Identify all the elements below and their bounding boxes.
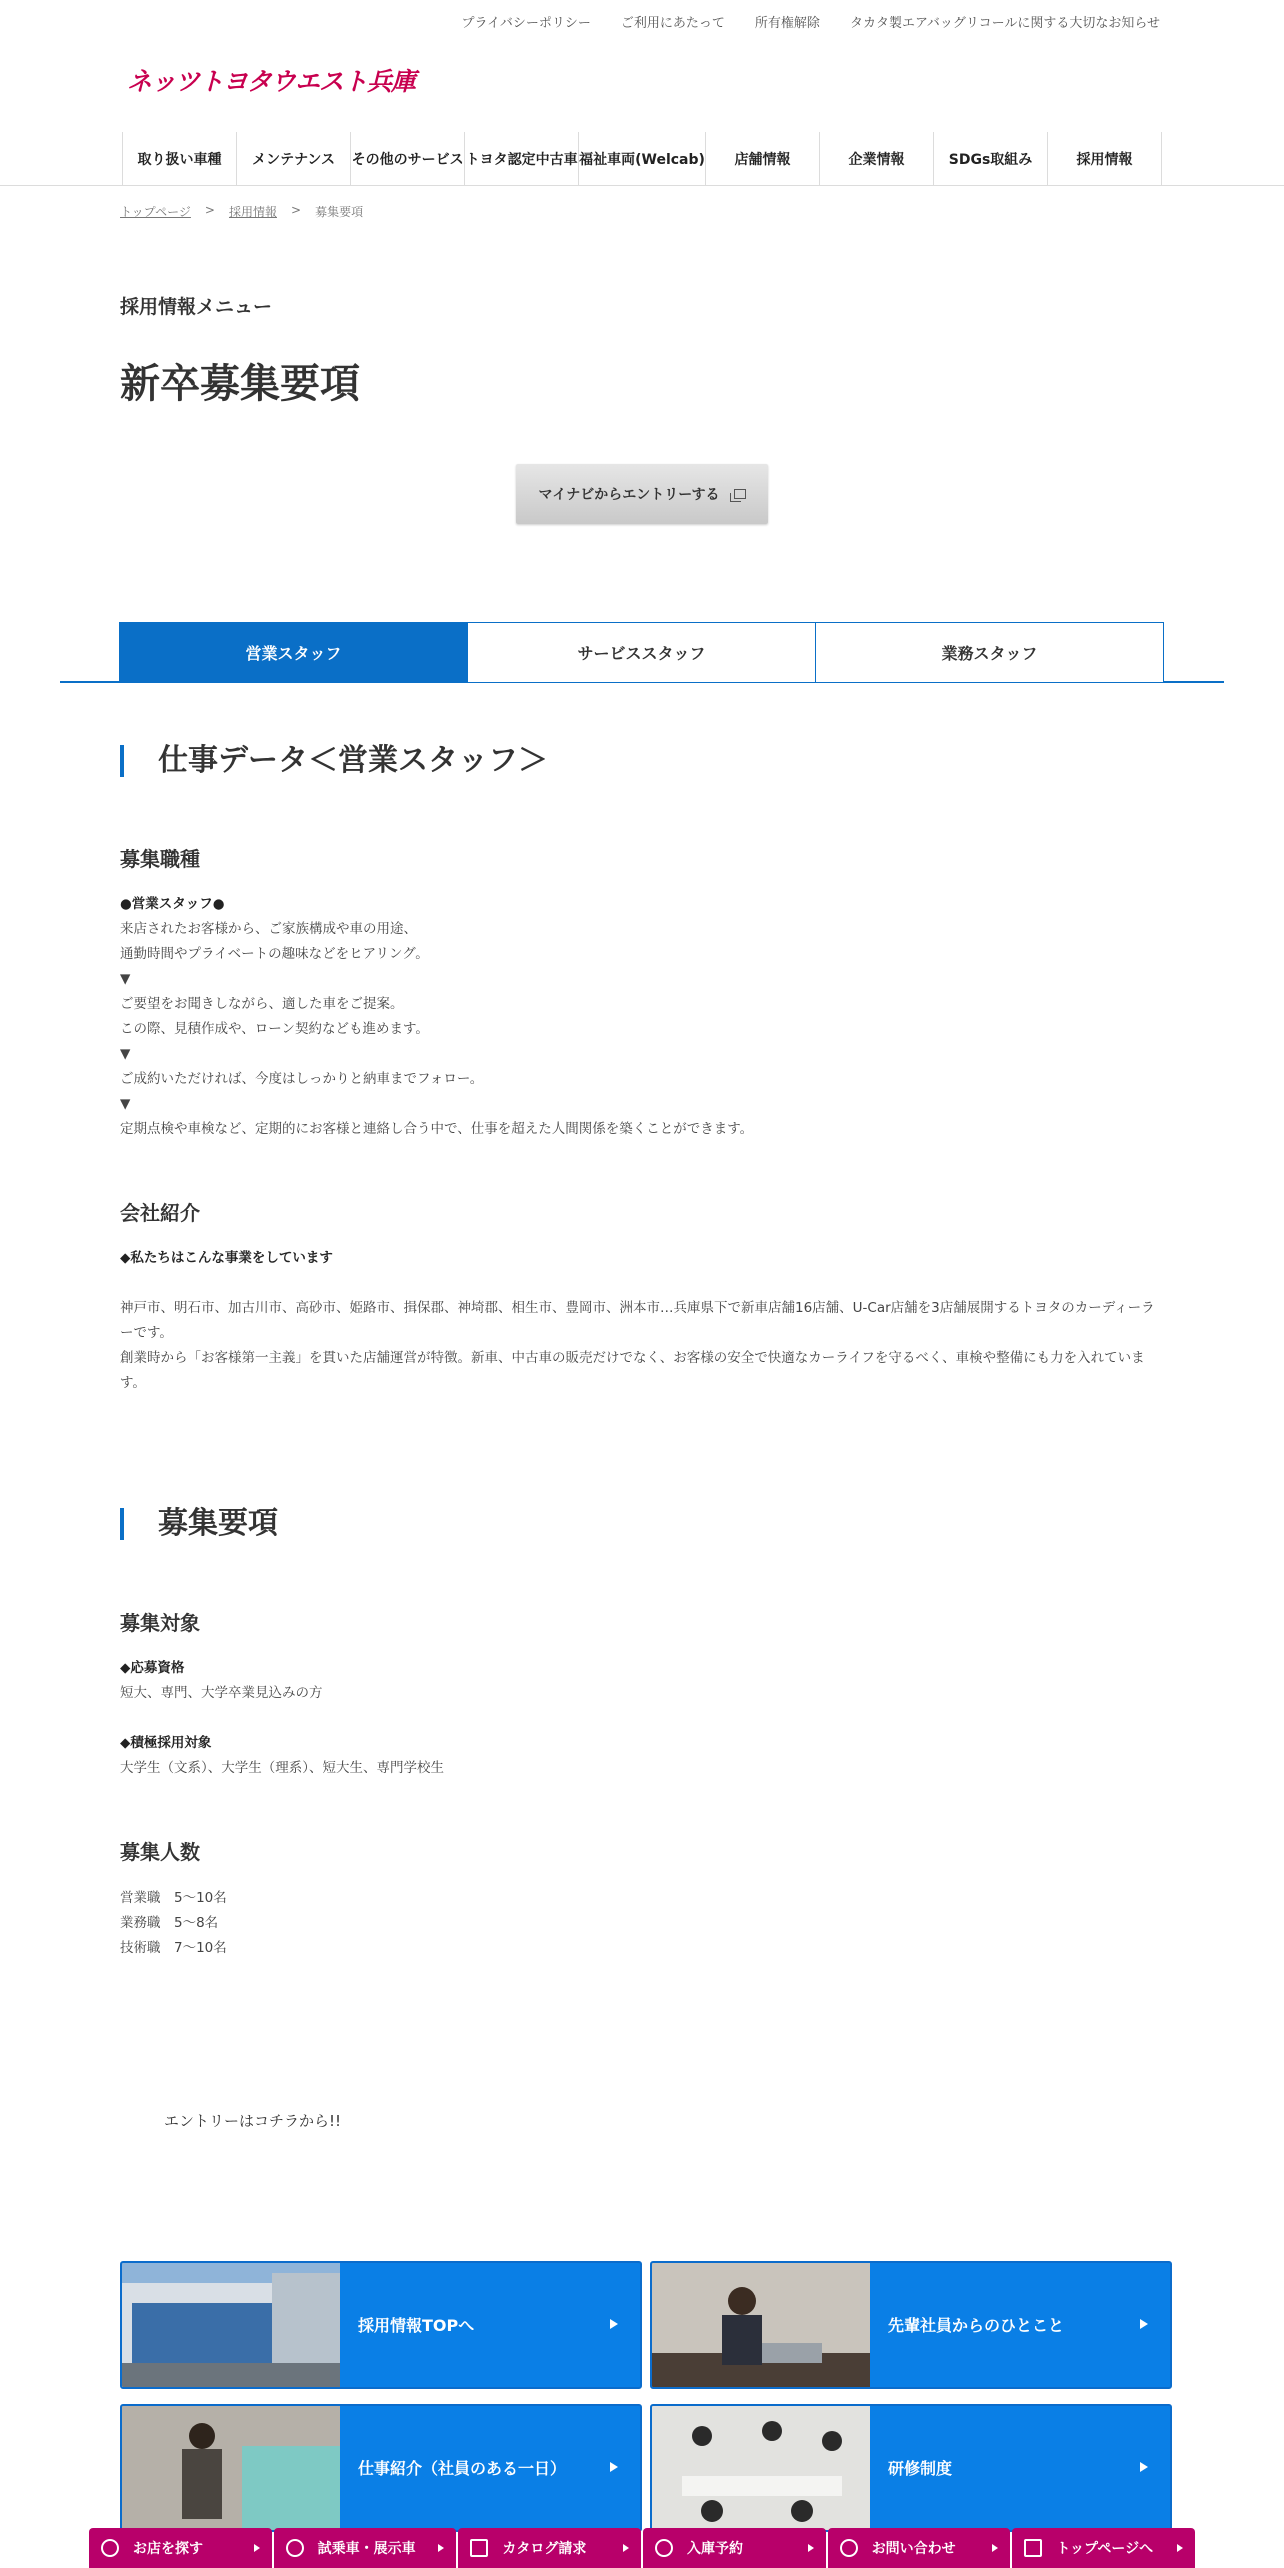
utility-links	[462, 12, 1160, 31]
site-logo[interactable]: ネッツトヨタウエスト兵庫	[127, 67, 416, 96]
arrow-right-icon	[1177, 2544, 1183, 2552]
job-type-bold: ●営業スタッフ●	[120, 896, 225, 912]
person-icon	[840, 2539, 858, 2557]
arrow-right-icon	[808, 2544, 814, 2552]
car-service-icon	[655, 2539, 673, 2557]
tab-office-staff[interactable]: 業務スタッフ	[815, 622, 1164, 682]
arrow-right-icon	[1140, 2319, 1148, 2329]
card-recruit-top[interactable]	[120, 2261, 642, 2389]
nav-item-stores[interactable]: 店舗情報	[705, 132, 819, 185]
job-type-line: ご成約いただければ、今度はしっかりと納車までフォロー。	[120, 1071, 484, 1087]
card-job-intro[interactable]	[120, 2404, 642, 2532]
count-item: 営業職 5～10名	[120, 1890, 227, 1906]
target-text	[120, 1656, 1164, 1781]
tab-sales-staff[interactable]: 営業スタッフ	[119, 622, 468, 682]
qualification-text: 短大、専門、大学卒業見込みの方	[120, 1685, 323, 1701]
nav-item-company[interactable]: 企業情報	[819, 132, 933, 185]
arrow-right-icon	[254, 2544, 260, 2552]
breadcrumb-separator: >	[291, 203, 302, 217]
nav-item-maintenance[interactable]: メンテナンス	[236, 132, 350, 185]
bottom-bar-label: お店を探す	[133, 2541, 203, 2557]
company-intro-heading: 会社紹介	[120, 1201, 200, 1225]
job-type-line: ▼	[120, 971, 131, 987]
nav-item-other-services[interactable]: その他のサービス	[350, 132, 464, 185]
nav-item-used-cars[interactable]: トヨタ認定中古車	[464, 132, 578, 185]
test-drive-button[interactable]	[274, 2528, 457, 2568]
terms-link[interactable]: ご利用にあたって	[620, 16, 725, 31]
catalog-icon	[470, 2539, 488, 2557]
count-item: 技術職 7～10名	[120, 1940, 227, 1956]
card-training[interactable]	[650, 2404, 1172, 2532]
job-type-line: 定期点検や車検など、定期的にお客様と連絡し合う中で、仕事を超えた人間関係を築くことができます。	[120, 1121, 754, 1137]
requirements-heading: 募集要項	[120, 1508, 278, 1540]
card-label: 仕事紹介（社員のある一日）	[358, 2459, 567, 2478]
home-icon	[1024, 2539, 1042, 2557]
service-reservation-button[interactable]	[643, 2528, 826, 2568]
card-label: 先輩社員からのひとこと	[888, 2316, 1065, 2335]
menu-label: 採用情報メニュー	[120, 296, 273, 318]
count-heading: 募集人数	[120, 1840, 200, 1864]
qualification-bold: ◆応募資格	[120, 1660, 185, 1676]
count-list	[120, 1886, 1164, 1961]
job-tabs	[120, 622, 1164, 682]
tab-service-staff[interactable]: サービススタッフ	[467, 622, 816, 682]
ownership-release-link[interactable]: 所有権解除	[754, 16, 820, 31]
staff-photo	[652, 2263, 870, 2387]
store-photo	[122, 2263, 340, 2387]
card-label: 採用情報TOPへ	[358, 2316, 475, 2335]
job-data-heading: 仕事データ＜営業スタッフ＞	[120, 745, 548, 777]
company-intro-text	[120, 1246, 1164, 1396]
job-type-line: 通勤時間やプライベートの趣味などをヒアリング。	[120, 946, 429, 962]
mynavi-entry-button[interactable]	[516, 464, 768, 524]
privacy-policy-link[interactable]: プライバシーポリシー	[461, 16, 591, 31]
bottom-bar-label: 入庫予約	[687, 2541, 744, 2557]
job-type-description	[120, 892, 1164, 1142]
arrow-right-icon	[1140, 2462, 1148, 2472]
nav-item-welcab[interactable]: 福祉車両(Welcab)	[578, 132, 705, 185]
entry-button-label: マイナビからエントリーする	[538, 487, 720, 503]
job-type-line: ▼	[120, 1096, 131, 1112]
bottom-fixed-bar	[89, 2528, 1195, 2568]
active-target-text: 大学生（文系）、大学生（理系）、短大生、専門学校生	[120, 1760, 444, 1776]
card-senior-message[interactable]	[650, 2261, 1172, 2389]
bottom-bar-label: トップページへ	[1056, 2541, 1154, 2557]
store-pin-icon	[101, 2539, 119, 2557]
airbag-recall-link[interactable]: タカタ製エアバッグリコールに関する大切なお知らせ	[849, 16, 1160, 31]
arrow-right-icon	[610, 2319, 618, 2329]
company-intro-paragraph: 神戸市、明石市、加古川市、高砂市、姫路市、揖保郡、神埼郡、相生市、豊岡市、洲本市…兵庫県下で新車店舗16店舗、U-Car店舗を3店舗展開するトヨタのカーディーラーです。	[120, 1300, 1155, 1341]
find-store-button[interactable]	[89, 2528, 272, 2568]
breadcrumb-home[interactable]: トップページ	[120, 205, 191, 219]
entry-here-text: エントリーはコチラから!!	[164, 2112, 342, 2130]
utility-bar	[0, 0, 1284, 40]
breadcrumb-current: 募集要項	[315, 205, 364, 219]
contact-button[interactable]	[828, 2528, 1011, 2568]
breadcrumb-recruit[interactable]: 採用情報	[228, 205, 277, 219]
nav-item-recruit[interactable]: 採用情報	[1047, 132, 1162, 185]
job-type-line: 来店されたお客様から、ご家族構成や車の用途、	[120, 921, 417, 937]
training-photo	[652, 2406, 870, 2530]
arrow-right-icon	[438, 2544, 444, 2552]
breadcrumb-separator: >	[204, 203, 215, 217]
company-intro-bold: ◆私たちはこんな事業をしています	[120, 1250, 333, 1266]
breadcrumb	[120, 203, 363, 220]
bottom-bar-label: カタログ請求	[502, 2541, 587, 2557]
job-type-line: この際、見積作成や、ローン契約なども進めます。	[120, 1021, 429, 1037]
bottom-bar-label: 試乗車・展示車	[317, 2541, 416, 2557]
target-heading: 募集対象	[120, 1611, 200, 1635]
bottom-bar-label: お問い合わせ	[871, 2541, 956, 2557]
job-type-line: ▼	[120, 1046, 131, 1062]
nav-item-sdgs[interactable]: SDGs取組み	[933, 132, 1047, 185]
job-type-line: ご要望をお聞きしながら、適した車をご提案。	[120, 996, 404, 1012]
top-page-button[interactable]	[1012, 2528, 1195, 2568]
active-target-bold: ◆積極採用対象	[120, 1735, 212, 1751]
arrow-right-icon	[610, 2462, 618, 2472]
staff-photo	[122, 2406, 340, 2530]
job-type-heading: 募集職種	[120, 847, 200, 871]
catalog-request-button[interactable]	[458, 2528, 641, 2568]
steering-wheel-icon	[286, 2539, 304, 2557]
card-label: 研修制度	[888, 2459, 953, 2478]
main-nav	[0, 132, 1284, 186]
arrow-right-icon	[992, 2544, 998, 2552]
arrow-right-icon	[623, 2544, 629, 2552]
external-link-icon	[734, 489, 746, 499]
page-title: 新卒募集要項	[120, 361, 360, 407]
nav-item-models[interactable]: 取り扱い車種	[122, 132, 236, 185]
company-intro-paragraph: 創業時から「お客様第一主義」を貫いた店舗運営が特徴。新車、中古車の販売だけでなく、お客様の安全で快適なカーライフを守るべく、車検や整備にも力を入れています。	[120, 1350, 1145, 1391]
count-item: 業務職 5～8名	[120, 1915, 219, 1931]
